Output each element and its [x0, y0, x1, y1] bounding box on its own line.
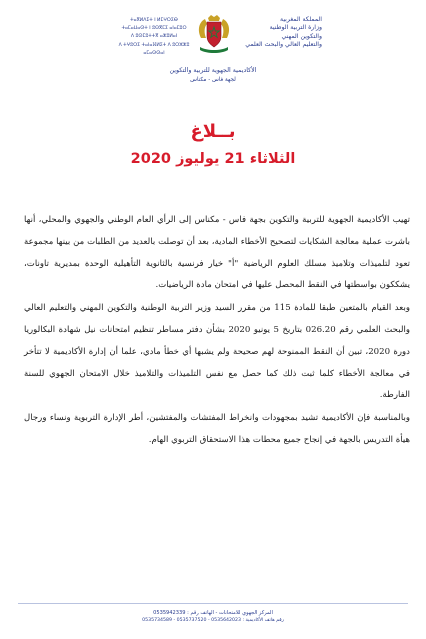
academy-heading [142, 66, 284, 85]
header-arabic-line: وزارة التربية الوطنية [269, 24, 322, 32]
footer-exam-center-phone: المركز الجهوي للامتحانات - الهاتف رقم : 0535942339 [153, 610, 273, 616]
footer-academy-phones: رقم هاتف الأكاديمية : 0535642023 - 0535737520 - 0535734589 [142, 618, 284, 623]
header-tifinagh-line: ⴷ ⵜⵖⵓⵔⵉ ⵜⴰⵏⴰⴼⵍⵉⵜ ⴷ ⵓⵔⵣⵣⵓ ⴰⵎⴰⵙⵙⴰⵏ [118, 42, 190, 56]
coat-of-arms-icon [195, 14, 233, 56]
body-paragraph: وبالمناسبة فإن الأكاديمية تشيد بمجهودات وانخراط المفتشات والمفتشين، أطر الإدارة التربوية ونساء ورجال هيأة التدريس بالجهة في إنجاح جميع محطات هذا الاستحقاق التربوي الهام. [24, 413, 410, 445]
communique-title: بــلاغ [190, 121, 236, 142]
header-arabic-line: والتعليم العالي والبحث العلمي [245, 41, 322, 49]
header-arabic-line: والتكوين المهني [281, 32, 322, 40]
communique-body [24, 210, 410, 452]
communique-date: الثلاثاء 21 يوليوز 2020 [130, 151, 296, 167]
footer-contact [121, 609, 305, 625]
academy-name: الأكاديمية الجهوية للتربية والتكوين [169, 67, 257, 74]
header-tifinagh-line: ⴷ ⵓⵙⵎⵓⵜⵜⴳ ⴰⵣⵓⵍⴰⵏ [130, 34, 178, 40]
academy-region: لجهة فاس - مكناس [190, 77, 236, 83]
header-tifinagh-line: ⵜⴰⵎⴰⵡⴰⵙⵜ ⵏ ⵓⵙⴳⵎⵉ ⴰⵏⴰⵎⵓⵔ [121, 26, 187, 32]
header-arabic-block [236, 16, 322, 50]
header-tifinagh-block [112, 17, 196, 58]
footer-divider [18, 603, 408, 604]
header-tifinagh-line: ⵜⴰⴳⵍⴷⵉⵜ ⵏ ⵍⵎⵖⵔⵉⴱ [130, 18, 178, 23]
body-paragraph: تهيب الأكاديمية الجهوية للتربية والتكوين بجهة فاس - مكناس إلى الرأي العام الوطني والجهوي والمحلي، أنها باشرت عملية معالجة الشكايات لتصحيح الأخطاء المادية، بعد أن توصلت بالعديد من الطلبات من بينها مجموعة تعود لتلميذات وتلاميذ مسلك العلوم الرياضية "أ" خيار فرنسية بالثانوية التأهيلية الوحدة بمديرية تاونات، يشككون بواسطتها في النقط المحصل عليها في امتحان مادة الرياضيات. [24, 215, 410, 291]
header-arabic-line: المملكة المغربية [280, 16, 322, 23]
body-paragraph: وبعد القيام بالمتعين طبقا للمادة 115 من مقرر السيد وزير التربية الوطنية والتكوين المهني والتعليم العالي والبحث العلمي رقم 026.20 بتاريخ 5 يونيو 2020 بشأن دفتر مساطر تنظيم امتحانات نيل شهادة البكالوريا دورة 2020، تبين أن النقط الممنوحة لهم صحيحة ولم يشبها أي خطأ مادي، علما أن إدارة الأكاديمية لا تتأخر في معالجة الأخطاء كلما ثبت ذلك كما حصل مع نفس التلميذات والتلاميذ خلال الامتحان الجهوي للسنة الفارطة. [24, 303, 410, 401]
